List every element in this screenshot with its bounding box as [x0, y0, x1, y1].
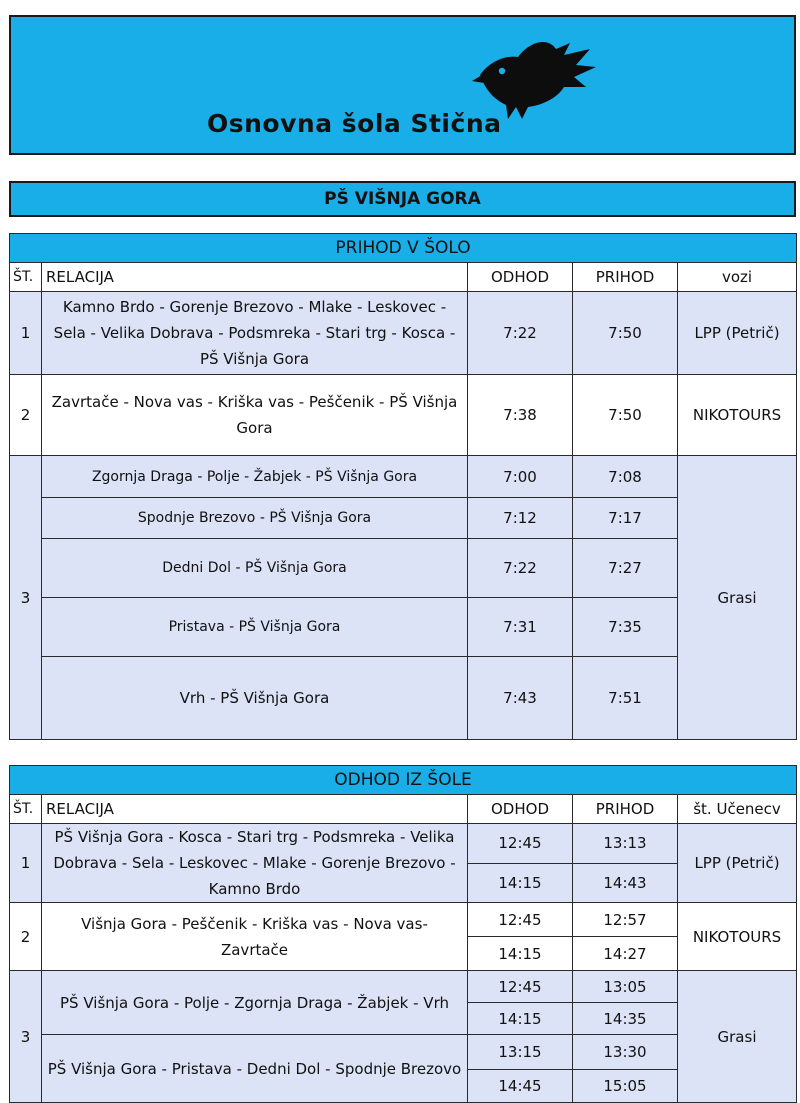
col-header-route: RELACIJA [42, 795, 468, 824]
school-name: Osnovna šola Stična [207, 109, 502, 138]
departure-table [9, 765, 797, 1103]
row-number: 3 [10, 971, 42, 1103]
operator-cell: NIKOTOURS [678, 903, 797, 971]
arrival-time: 14:35 [573, 1003, 678, 1035]
departure-time: 7:43 [468, 657, 573, 740]
route-cell: Kamno Brdo - Gorenje Brezovo - Mlake - Leskovec - Sela - Velika Dobrava - Podsmreka - Stari trg - Kosca - PŠ Višnja Gora [42, 292, 468, 375]
arrival-time: 14:43 [573, 863, 678, 903]
table-row [10, 971, 797, 1003]
table-row [10, 292, 797, 375]
arrival-time: 13:05 [573, 971, 678, 1003]
arrival-time: 15:05 [573, 1070, 678, 1103]
arrival-time: 7:17 [573, 498, 678, 539]
route-cell: Zavrtače - Nova vas - Kriška vas - Peščenik - PŠ Višnja Gora [42, 375, 468, 456]
operator-cell: NIKOTOURS [678, 375, 797, 456]
col-header-departure: ODHOD [468, 263, 573, 292]
row-number: 1 [10, 824, 42, 903]
route-cell: PŠ Višnja Gora - Kosca - Stari trg - Podsmreka - Velika Dobrava - Sela - Leskovec - Mlake - Gorenje Brezovo - Kamno Brdo [42, 824, 468, 903]
col-header-departure: ODHOD [468, 795, 573, 824]
row-number: 2 [10, 375, 42, 456]
departure-time: 12:45 [468, 971, 573, 1003]
departure-time: 14:15 [468, 1003, 573, 1035]
route-cell: Vrh - PŠ Višnja Gora [42, 657, 468, 740]
route-cell: PŠ Višnja Gora - Polje - Zgornja Draga - Žabjek - Vrh [42, 971, 468, 1035]
departure-time: 14:15 [468, 937, 573, 971]
route-cell: Dedni Dol - PŠ Višnja Gora [42, 539, 468, 598]
departure-time: 13:15 [468, 1035, 573, 1070]
operator-cell: Grasi [678, 971, 797, 1103]
departure-time: 7:31 [468, 598, 573, 657]
col-header-arrival: PRIHOD [573, 263, 678, 292]
route-cell: Zgornja Draga - Polje - Žabjek - PŠ Višnja Gora [42, 456, 468, 498]
arrival-time: 12:57 [573, 903, 678, 937]
row-number: 2 [10, 903, 42, 971]
departure-time: 7:12 [468, 498, 573, 539]
arrival-time: 7:50 [573, 375, 678, 456]
departure-time: 12:45 [468, 824, 573, 864]
col-header-operator: vozi [678, 263, 797, 292]
col-header-route: RELACIJA [42, 263, 468, 292]
arrival-section-title: PRIHOD V ŠOLO [10, 234, 797, 263]
departure-time: 7:22 [468, 292, 573, 375]
table-row [10, 375, 797, 456]
arrival-time: 7:27 [573, 539, 678, 598]
bird-logo-icon [472, 35, 597, 120]
row-number: 1 [10, 292, 42, 375]
col-header-operator: št. Učenecv [678, 795, 797, 824]
departure-time: 12:45 [468, 903, 573, 937]
arrival-time: 7:50 [573, 292, 678, 375]
route-cell: Višnja Gora - Peščenik - Kriška vas - Nova vas- Zavrtače [42, 903, 468, 971]
table-row [10, 456, 797, 498]
departure-time: 14:15 [468, 863, 573, 903]
arrival-time: 14:27 [573, 937, 678, 971]
operator-cell: Grasi [678, 456, 797, 740]
arrival-time: 13:13 [573, 824, 678, 864]
col-header-num: ŠT. [10, 263, 42, 292]
arrival-time: 7:08 [573, 456, 678, 498]
branch-title: PŠ VIŠNJA GORA [9, 181, 796, 217]
route-cell: Pristava - PŠ Višnja Gora [42, 598, 468, 657]
arrival-table [9, 233, 797, 740]
col-header-arrival: PRIHOD [573, 795, 678, 824]
col-header-num: ŠT. [10, 795, 42, 824]
route-cell: PŠ Višnja Gora - Pristava - Dedni Dol - Spodnje Brezovo [42, 1035, 468, 1103]
arrival-time: 7:51 [573, 657, 678, 740]
table-row [10, 903, 797, 937]
school-header [9, 15, 796, 155]
operator-cell: LPP (Petrič) [678, 292, 797, 375]
departure-time: 14:45 [468, 1070, 573, 1103]
departure-time: 7:38 [468, 375, 573, 456]
arrival-time: 7:35 [573, 598, 678, 657]
table-row [10, 824, 797, 864]
arrival-time: 13:30 [573, 1035, 678, 1070]
departure-section-title: ODHOD IZ ŠOLE [10, 766, 797, 795]
departure-time: 7:00 [468, 456, 573, 498]
row-number: 3 [10, 456, 42, 740]
route-cell: Spodnje Brezovo - PŠ Višnja Gora [42, 498, 468, 539]
operator-cell: LPP (Petrič) [678, 824, 797, 903]
departure-time: 7:22 [468, 539, 573, 598]
